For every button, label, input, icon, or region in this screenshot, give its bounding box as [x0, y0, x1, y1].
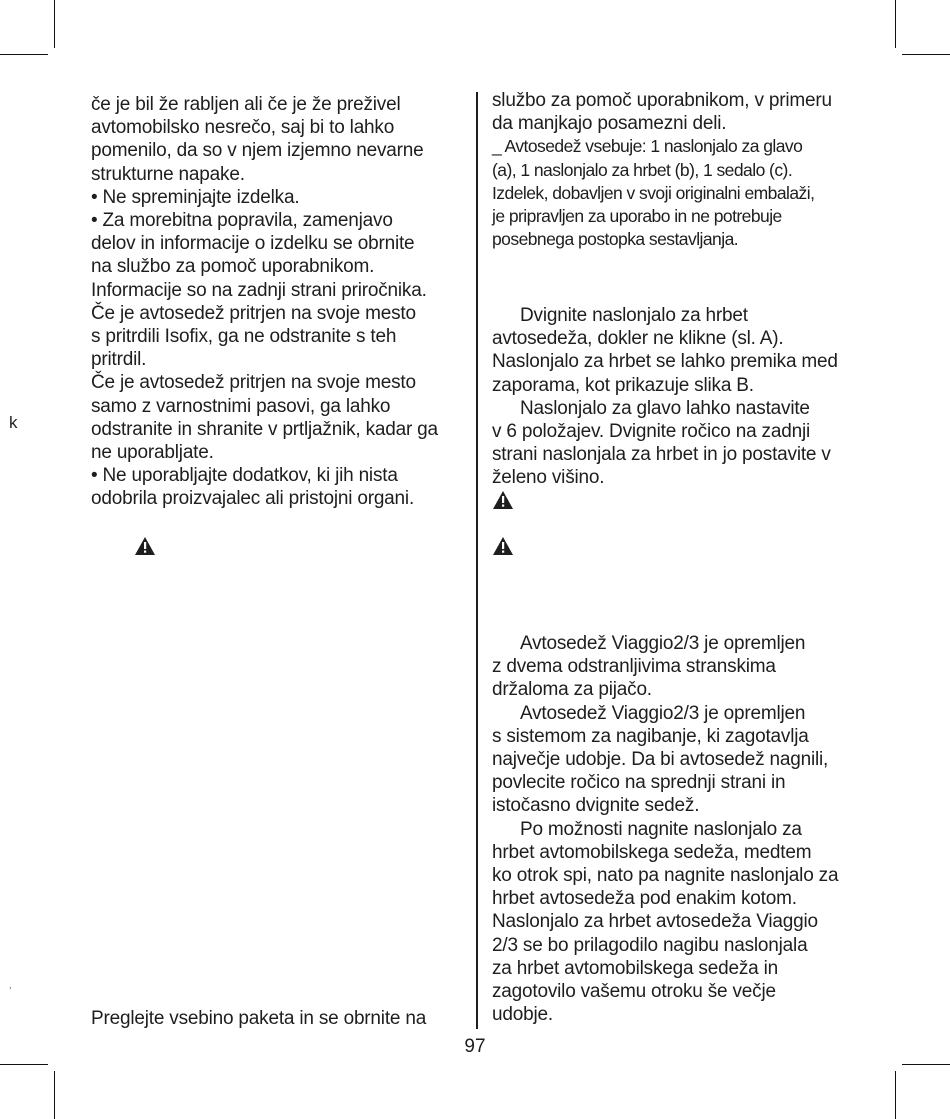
left-column-bottom-text [91, 1007, 466, 1030]
text-line: Naslonjalo za hrbet avtosedeža Viaggio [492, 911, 818, 933]
text-line: posebnega postopka sestavljanja. [492, 229, 739, 250]
text-line: (a), 1 naslonjalo za hrbet (b), 1 sedalo (c). [492, 159, 793, 180]
margin-mark-dot: , [9, 980, 12, 990]
text-line: hrbet avtomobilskega sedeža, medtem [492, 841, 812, 863]
text-line: službo za pomoč uporabnikom, v primeru [492, 90, 832, 111]
text-line: avtomobilsko nesrečo, saj bi to lahko [91, 117, 395, 139]
left-column-text [91, 93, 466, 511]
text-line: v 6 položajev. Dvignite ročico na zadnji [492, 421, 810, 443]
right-column-block-1 [492, 89, 867, 251]
page-number: 97 [464, 1036, 486, 1057]
text-line: udobje. [492, 1004, 553, 1026]
text-line: držaloma za pijačo. [492, 679, 652, 701]
text-line: odobrila proizvajalec ali pristojni organi. [91, 488, 415, 510]
text-line: največje udobje. Da bi avtosedež nagnili, [492, 749, 829, 771]
text-line: pomenilo, da so v njem izjemno nevarne [91, 140, 424, 162]
crop-mark [895, 1071, 896, 1119]
text-line: Avtosedež Viaggio2/3 je opremljen [520, 702, 806, 724]
text-line: Avtosedež Viaggio2/3 je opremljen [520, 633, 806, 654]
text-line: če je bil že rabljen ali če je že preživel [91, 94, 401, 115]
text-line: Po možnosti nagnite naslonjalo za [520, 818, 802, 840]
crop-mark [902, 1064, 950, 1065]
right-column-block-4 [492, 632, 867, 1026]
crop-mark [895, 0, 896, 48]
text-line: _ Avtosedež vsebuje: 1 naslonjalo za glavo [492, 136, 803, 157]
text-line: avtosedeža, dokler ne klikne (sl. A). [492, 328, 784, 350]
text-line: za hrbet avtomobilskega sedeža in [492, 957, 778, 979]
text-line: s pritrdili Isofix, ga ne odstranite s teh [91, 326, 397, 348]
text-line: pritrdil. [91, 349, 147, 371]
text-line: s sistemom za nagibanje, ki zagotavlja [492, 725, 809, 747]
warning-triangle-icon [493, 537, 513, 555]
text-line: 2/3 se bo prilagodilo nagibu naslonjala [492, 934, 808, 956]
bullet-line: • Za morebitna popravila, zamenjavo [91, 210, 393, 232]
text-line: z dvema odstranljivima stranskima [492, 656, 776, 678]
bullet-line: • Ne uporabljajte dodatkov, ki jih nista [91, 465, 398, 487]
text-line: povlecite ročico na sprednji strani in [492, 772, 786, 794]
text-line: zagotovilo vašemu otroku še večje [492, 981, 776, 1003]
text-line: Če je avtosedež pritrjen na svoje mesto [91, 372, 416, 394]
crop-mark [54, 1071, 55, 1119]
crop-mark [54, 0, 55, 48]
crop-mark [0, 1064, 48, 1065]
text-line: strani naslonjala za hrbet in jo postavite v [492, 444, 831, 466]
text-line: ne uporabljate. [91, 442, 214, 464]
text-line: da manjkajo posamezni deli. [492, 113, 727, 135]
warning-triangle-icon [493, 491, 513, 509]
text-line: ko otrok spi, nato pa nagnite naslonjalo za [492, 865, 839, 887]
text-line: Naslonjalo za glavo lahko nastavite [520, 397, 810, 419]
margin-mark-k: k [9, 413, 18, 432]
text-line: odstranite in shranite v prtljažnik, kadar ga [91, 418, 438, 440]
text-line: Če je avtosedež pritrjen na svoje mesto [91, 302, 416, 324]
warning-triangle-icon [135, 537, 155, 555]
text-line: Dvignite naslonjalo za hrbet [520, 305, 748, 326]
text-line: je pripravljen za uporabo in ne potrebuje [492, 206, 782, 227]
text-line: hrbet avtosedeža pod enakim kotom. [492, 888, 797, 910]
text-line: strukturne napake. [91, 163, 245, 185]
text-line: Informacije so na zadnji strani priročnika. [91, 279, 427, 301]
text-line: delov in informacije o izdelku se obrnite [91, 233, 415, 255]
right-column-block-2 [492, 304, 867, 490]
crop-mark [0, 54, 48, 55]
text-line: zaporama, kot prikazuje slika B. [492, 374, 754, 396]
text-line: istočasno dvignite sedež. [492, 795, 700, 817]
text-line: na službo za pomoč uporabnikom. [91, 256, 375, 278]
text-line: Izdelek, dobavljen v svoji originalni embalaži, [492, 182, 815, 203]
crop-mark [902, 54, 950, 55]
text-line: želeno višino. [492, 467, 605, 489]
bullet-line: • Ne spreminjajte izdelka. [91, 186, 300, 208]
text-line: samo z varnostnimi pasovi, ga lahko [91, 395, 391, 417]
column-divider [476, 92, 478, 1029]
text-line: Preglejte vsebino paketa in se obrnite na [91, 1008, 427, 1029]
text-line: Naslonjalo za hrbet se lahko premika med [492, 351, 838, 373]
